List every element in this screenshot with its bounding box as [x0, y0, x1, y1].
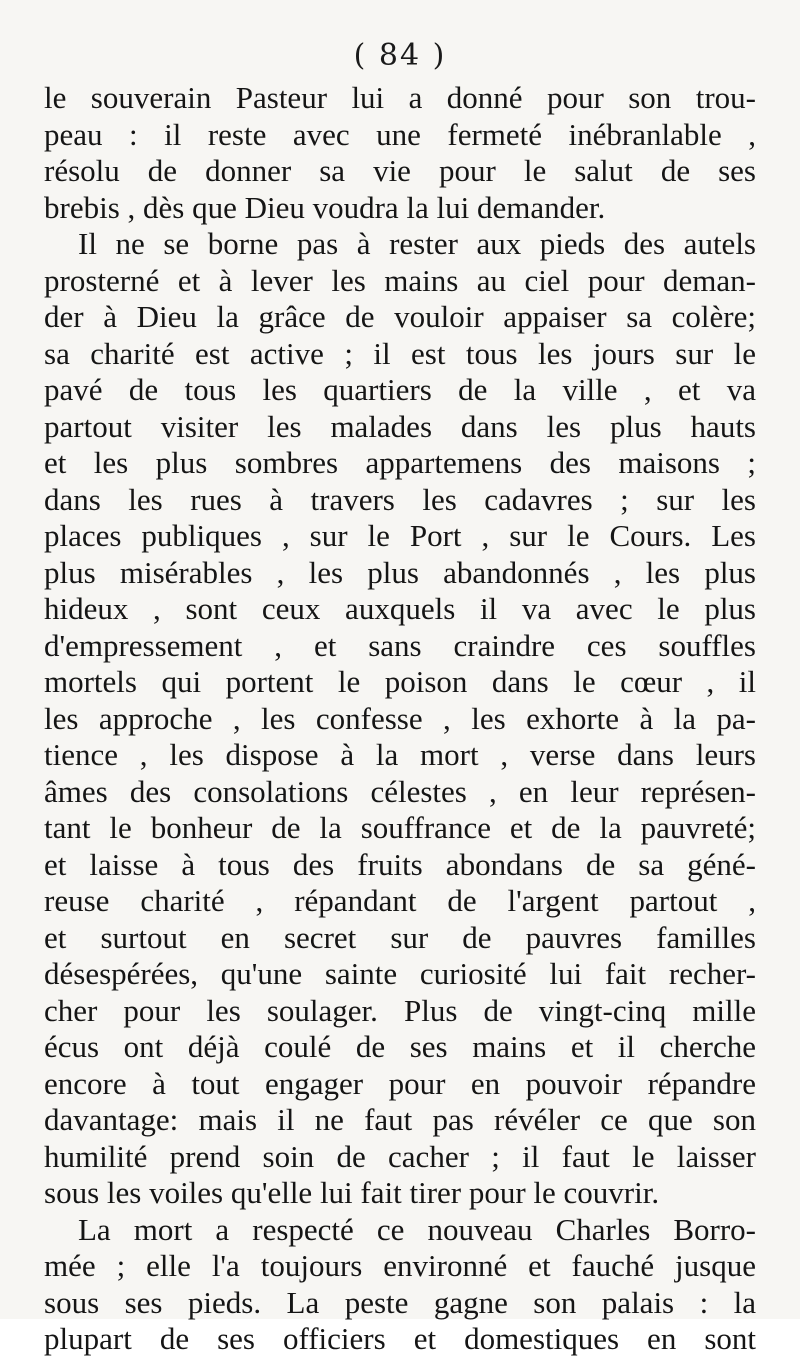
- text-line: plus misérables , les plus abandonnés , les plus: [44, 554, 756, 590]
- text-line: le souverain Pasteur lui a donné pour son trou-: [44, 80, 756, 115]
- text-line: prosterné et à lever les mains au ciel pour deman-: [44, 262, 756, 298]
- text-line: d'empressement , et sans craindre ces souffles: [44, 627, 756, 663]
- text-line: humilité prend soin de cacher ; il faut le laisser: [44, 1138, 756, 1174]
- text-line: âmes des consolations célestes , en leur représen-: [44, 773, 756, 809]
- text-line: désespérées, qu'une sainte curiosité lui fait recher-: [44, 956, 756, 991]
- text-line: et laisse à tous des fruits abondans de sa géné-: [44, 846, 756, 882]
- text-line: écus ont déjà coulé de ses mains et il cherche: [44, 1029, 756, 1064]
- text-line: hideux , sont ceux auxquels il va avec le plus: [44, 591, 756, 626]
- text-line: reuse charité , répandant de l'argent partout ,: [44, 883, 756, 918]
- text-line: encore à tout engager pour en pouvoir répandre: [44, 1065, 756, 1101]
- text-line: sous les voiles qu'elle lui fait tirer pour le couvrir.: [44, 1175, 660, 1210]
- text-line: sous ses pieds. La peste gagne son palais : la: [44, 1284, 756, 1320]
- text-line: tant le bonheur de la souffrance et de la pauvreté;: [44, 810, 756, 845]
- text-line: et les plus sombres appartemens des maisons ;: [44, 445, 756, 480]
- text-line: La mort a respecté ce nouveau Charles Borro-: [78, 1211, 756, 1247]
- text-line: dans les rues à travers les cadavres ; sur les: [44, 481, 756, 517]
- text-line: brebis , dès que Dieu voudra la lui demander.: [44, 189, 606, 225]
- text-line: places publiques , sur le Port , sur le Cours. Les: [44, 518, 756, 553]
- text-line: sa charité est active ; il est tous les jours sur le: [44, 335, 756, 371]
- page-number: ( 84 ): [353, 38, 447, 73]
- text-line: résolu de donner sa vie pour le salut de ses: [44, 153, 756, 188]
- text-line: partout visiter les malades dans les plus hauts: [44, 408, 756, 444]
- text-line: davantage: mais il ne faut pas révéler ce que son: [44, 1102, 756, 1137]
- text-line: peau : il reste avec une fermeté inébranlable ,: [44, 116, 756, 152]
- body-text: [44, 80, 756, 1358]
- text-line: der à Dieu la grâce de vouloir appaiser sa colère;: [44, 299, 756, 334]
- text-line: mée ; elle l'a toujours environné et fauché jusque: [44, 1248, 756, 1283]
- text-line: plupart de ses officiers et domestiques en sont: [44, 1321, 756, 1356]
- text-line: Il ne se borne pas à rester aux pieds des autels: [78, 226, 756, 261]
- text-line: les approche , les confesse , les exhorte à la pa-: [44, 700, 756, 736]
- text-line: tience , les dispose à la mort , verse dans leurs: [44, 737, 756, 772]
- text-line: pavé de tous les quartiers de la ville , et va: [44, 372, 756, 407]
- text-line: et surtout en secret sur de pauvres familles: [44, 919, 756, 955]
- text-line: cher pour les soulager. Plus de vingt-cinq mille: [44, 992, 756, 1028]
- text-line: mortels qui portent le poison dans le cœur , il: [44, 664, 756, 699]
